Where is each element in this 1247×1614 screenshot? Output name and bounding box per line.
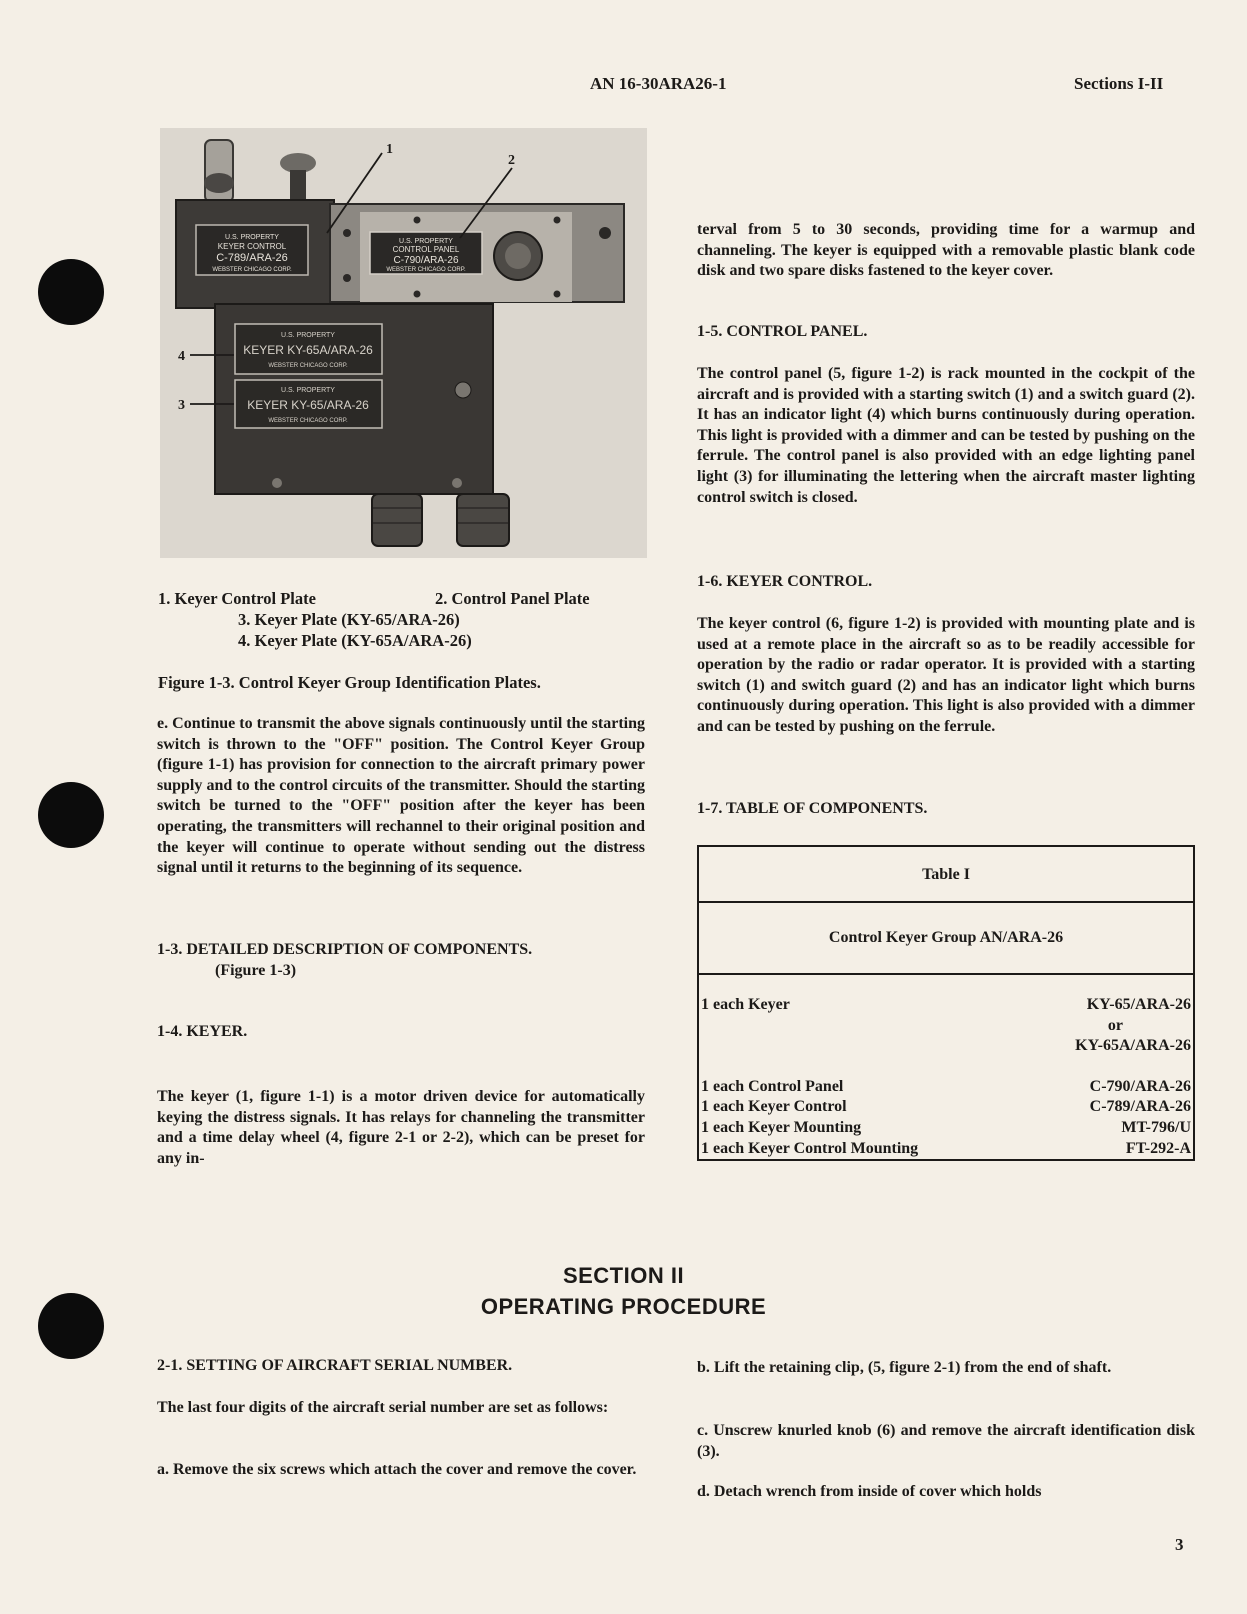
table-subtitle-row (698, 902, 1194, 974)
table-row (698, 1016, 1194, 1037)
figure-photo (160, 128, 647, 558)
equipment-illustration (160, 128, 647, 558)
components-table (697, 845, 1195, 1161)
callout-4: 4 (178, 349, 185, 364)
legend-item-2: 2. Control Panel Plate (435, 589, 590, 608)
section-subtitle: OPERATING PROCEDURE (480, 1294, 767, 1319)
heading-1-3-sub: (Figure 1-3) (215, 962, 297, 979)
callout-3: 3 (178, 398, 185, 413)
table-cell-item (698, 1016, 1019, 1037)
keyer-control-plate-line4: WEBSTER CHICAGO CORP. (212, 267, 292, 273)
table-row (698, 1139, 1194, 1161)
table-row (698, 1097, 1194, 1118)
keyer-65-plate-line1: U.S. PROPERTY (281, 387, 335, 394)
keyer-65a-plate-line3: WEBSTER CHICAGO CORP. (268, 363, 348, 369)
heading-2-1: 2-1. SETTING OF AIRCRAFT SERIAL NUMBER. (157, 1357, 513, 1374)
table-row (698, 1077, 1194, 1098)
table-cell-part: MT-796/U (1121, 1118, 1191, 1136)
table-row (698, 1118, 1194, 1139)
keyer-control-plate-line1: U.S. PROPERTY (225, 234, 279, 241)
table-row (698, 995, 1194, 1016)
table-row (698, 1036, 1194, 1057)
step-a: a. Remove the six screws which attach the cover and remove the cover. (157, 1461, 637, 1478)
paragraph-1-6: The keyer control (6, figure 1-2) is provided with mounting plate and is used at a remote place in the aircraft so as to be readily accessible for operation by the radio or radar operator. It is provided with a starting switch (1) and switch guard (2) and has an indicator light which burns continuously during operation. This light is also provided with a dimmer and can be tested by pushing on the ferrule. (697, 615, 1195, 735)
keyer-65a-plate-line1: U.S. PROPERTY (281, 332, 335, 339)
keyer-control-plate-line2: KEYER CONTROL (217, 242, 287, 251)
heading-1-4: 1-4. KEYER. (157, 1023, 248, 1040)
heading-1-3: 1-3. DETAILED DESCRIPTION OF COMPONENTS. (157, 941, 533, 958)
paragraph-intro: The last four digits of the aircraft serial number are set as follows: (157, 1399, 609, 1416)
table-cell-part: KY-65A/ARA-26 (1075, 1037, 1191, 1055)
sections-label: Sections I-II (1074, 74, 1164, 93)
step-c: c. Unscrew knurled knob (6) and remove the aircraft identification disk (3). (697, 1422, 1195, 1460)
table-cell-item: 1 each Keyer Mounting (701, 1118, 862, 1136)
step-b: b. Lift the retaining clip, (5, figure 2-1) from the end of shaft. (697, 1359, 1112, 1376)
step-d: d. Detach wrench from inside of cover which holds (697, 1483, 1042, 1500)
binder-hole-top (38, 259, 104, 325)
table-cell-part: C-790/ARA-26 (1089, 1077, 1191, 1095)
paragraph-1-5: The control panel (5, figure 1-2) is rack mounted in the cockpit of the aircraft and is provided with a starting switch (1) and a switch guard (2). It has an indicator light (4) which burns continuously during operation. This light is provided with a dimmer and can be tested by pushing on the ferrule. The control panel is also provided with an edge lighting panel light (3) for illuminating the lettering when the aircraft master lighting control switch is closed. (697, 365, 1195, 506)
table-cell-item: 1 each Keyer Control (701, 1098, 847, 1116)
document-number: AN 16-30ARA26-1 (590, 74, 727, 93)
paragraph-continued: terval from 5 to 30 seconds, providing time for a warmup and channeling. The keyer is equipped with a removable plastic blank code disk and two spare disks fastened to the keyer cover. (697, 221, 1195, 280)
heading-1-5: 1-5. CONTROL PANEL. (697, 323, 868, 340)
legend-item-4: 4. Keyer Plate (KY-65A/ARA-26) (238, 631, 472, 650)
keyer-65a-plate-line2: KEYER KY-65A/ARA-26 (243, 343, 373, 357)
table-title: Table I (698, 846, 1194, 902)
control-panel-plate-line3: C-790/ARA-26 (393, 255, 459, 266)
keyer-control-plate-line3: C-789/ARA-26 (216, 252, 288, 264)
binder-hole-middle (38, 782, 104, 848)
paragraph-e: e. Continue to transmit the above signals continuously until the starting switch is thrown to the "OFF" position. The Control Keyer Group (figure 1-1) has provision for connection to the aircraft primary power supply and to the control circuits of the transmitter. Should the starting switch be turned to the "OFF" position after the keyer has been operating, the transmitters will rechannel to their original position and the keyer will continue to operate without sending out the distress signal until it returns to the beginning of its sequence. (157, 715, 645, 877)
table-cell-part: C-789/ARA-26 (1089, 1098, 1191, 1116)
table-cell-item: 1 each Keyer Control Mounting (701, 1139, 919, 1157)
figure-caption: Figure 1-3. Control Keyer Group Identification Plates. (158, 673, 541, 692)
section-title: SECTION II (562, 1263, 685, 1288)
control-panel-plate-line2: CONTROL PANEL (392, 245, 460, 254)
control-panel-plate-line1: U.S. PROPERTY (399, 238, 453, 245)
control-panel-plate-line4: WEBSTER CHICAGO CORP. (386, 267, 466, 273)
paragraph-1-4: The keyer (1, figure 1-1) is a motor driven device for automatically keying the distress signals. It has relays for channeling the transmitter and a time delay wheel (4, figure 2-1 or 2-2), which can be preset for any in- (157, 1088, 645, 1167)
table-cell-item (698, 1036, 1019, 1057)
table-cell-part: or (1107, 1016, 1123, 1034)
legend-item-3: 3. Keyer Plate (KY-65/ARA-26) (238, 610, 460, 629)
heading-1-6: 1-6. KEYER CONTROL. (697, 573, 873, 590)
callout-1: 1 (386, 142, 393, 157)
callout-2: 2 (508, 153, 515, 168)
page-number: 3 (1175, 1535, 1184, 1554)
keyer-65-plate-line3: WEBSTER CHICAGO CORP. (268, 418, 348, 424)
heading-1-7: 1-7. TABLE OF COMPONENTS. (697, 800, 928, 817)
table-title-row (698, 846, 1194, 902)
table-subtitle: Control Keyer Group AN/ARA-26 (698, 902, 1194, 974)
legend-item-1: 1. Keyer Control Plate (158, 589, 316, 608)
table-cell-part: KY-65/ARA-26 (1086, 996, 1191, 1013)
table-cell-part: FT-292-A (1125, 1139, 1191, 1157)
table-cell-item: 1 each Control Panel (701, 1077, 844, 1095)
table-cell-item: 1 each Keyer (701, 996, 790, 1013)
keyer-65-plate-line2: KEYER KY-65/ARA-26 (247, 398, 369, 412)
